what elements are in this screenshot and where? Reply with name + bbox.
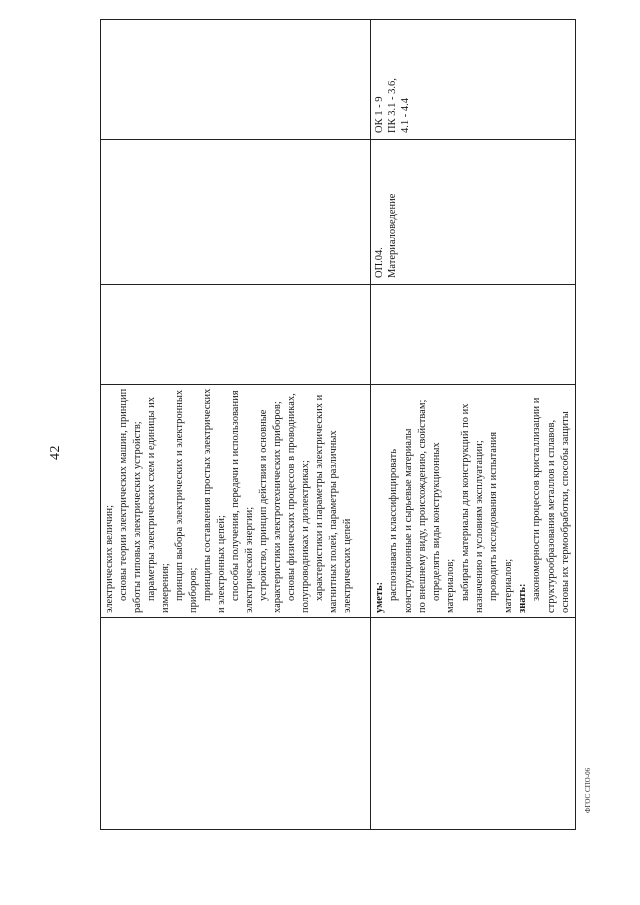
text-line: закономерности процессов кристаллизации и: [531, 397, 543, 601]
text-line: основы физических процессов в проводниках,: [286, 393, 297, 601]
requirements-text: [101, 385, 355, 617]
discipline-cell: [101, 140, 371, 285]
text-line: способы получения, передачи и использования: [230, 390, 241, 601]
text-line: электрических величин;: [104, 504, 115, 613]
discipline-code: ОП.04.: [374, 247, 385, 278]
competencies-cell: [371, 20, 576, 140]
text-line: электрических цепей: [342, 518, 353, 613]
hours-cell: [371, 285, 576, 385]
text-line: и электронных цепей;: [216, 515, 227, 613]
text-line: определять виды конструкционных: [431, 442, 443, 601]
text-line: работы типовых электрических устройств;: [132, 421, 143, 613]
text-line: принцип выбора электрических и электронных: [174, 389, 185, 601]
text-line: приборов;: [188, 567, 199, 613]
competency-line: ПК 3.1 - 3.6,: [387, 78, 398, 133]
content-cell: [371, 385, 576, 618]
text-line: измерения;: [160, 563, 171, 613]
text-line: полупроводниках и диэлектриках;: [300, 460, 311, 613]
text-line: по внешнему виду, происхождению, свойствам;: [416, 399, 428, 613]
text-line: назначению и условиям эксплуатации;: [474, 440, 486, 613]
table-row: [371, 20, 576, 830]
text-line: принципы составления простых электрических: [202, 388, 213, 601]
discipline-cell: [371, 140, 576, 285]
competencies-cell: [101, 20, 371, 140]
footer-standard-code: ФГОС СПО-06: [584, 767, 592, 813]
text-line: выбирать материалы для конструкций по их: [459, 403, 471, 601]
text-line: материалов;: [445, 558, 457, 613]
text-line: параметры электрических схем и единицы их: [146, 397, 157, 601]
content-cell: [101, 385, 371, 618]
text-line: проводить исследования и испытания: [488, 431, 500, 601]
table-row: [101, 20, 371, 830]
page-number: 42: [48, 445, 63, 460]
section-heading: уметь:: [374, 581, 385, 613]
text-line: структурообразования металлов и сплавов,: [545, 419, 557, 613]
text-line: характеристики электротехнических приборов;: [272, 401, 283, 613]
section-heading: знать:: [516, 583, 528, 613]
text-line: магнитных полей, параметры различных: [328, 430, 339, 613]
text-line: распознавать и классифицировать: [388, 448, 400, 601]
text-line: конструкционные и сырьевые материалы: [402, 428, 414, 613]
discipline-name: Материаловедение: [387, 193, 398, 278]
hours-cell: [101, 285, 371, 385]
index-cell: [371, 618, 576, 830]
text-line: электрической энергии;: [244, 506, 255, 613]
curriculum-table: [100, 19, 576, 830]
text-line: устройство, принцип действия и основные: [258, 409, 269, 601]
requirements-text: [371, 385, 573, 617]
text-line: основы теории электрических машин, принцип: [118, 388, 129, 601]
text-line: характеристики и параметры электрических и: [314, 394, 325, 601]
competency-line: 4.1 - 4.4: [400, 98, 411, 133]
text-line: материалов;: [502, 558, 514, 613]
text-line: основы их термообработки, способы защиты: [559, 411, 571, 613]
index-cell: [101, 618, 371, 830]
competency-line: ОК 1 - 9: [374, 96, 385, 133]
